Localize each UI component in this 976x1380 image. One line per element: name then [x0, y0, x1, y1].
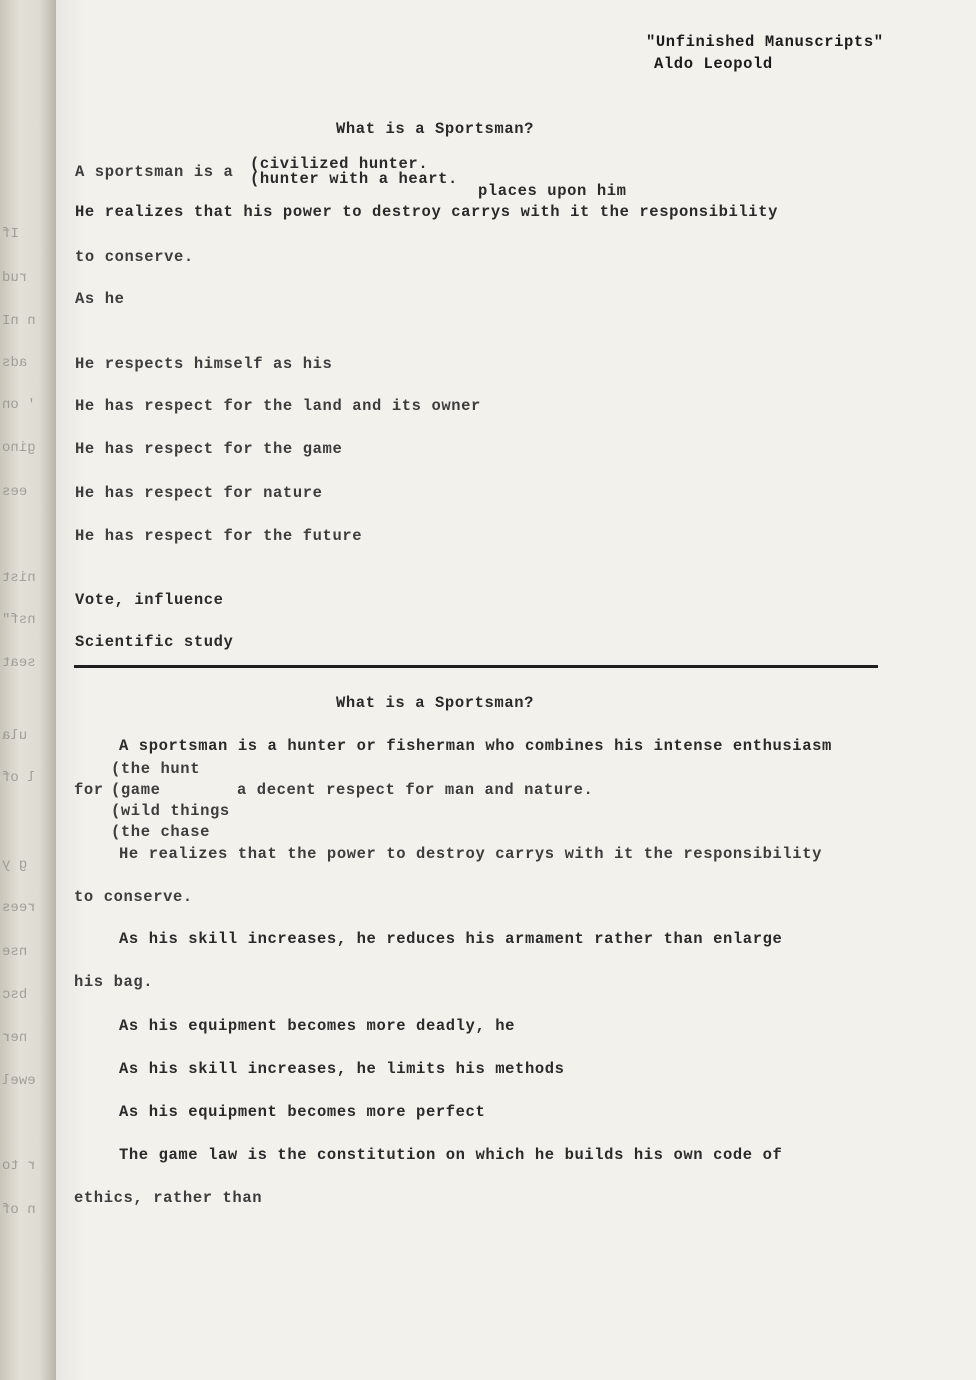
gutter-fragment: rees: [2, 900, 36, 916]
draft2-line: ethics, rather than: [74, 1189, 263, 1207]
gutter-fragment: If: [2, 226, 19, 242]
draft1-opening: A sportsman is a: [75, 163, 234, 181]
draft2-option-4: (the chase: [111, 823, 211, 841]
gutter-fragment: n nI: [2, 313, 36, 329]
gutter-fragment: nist: [2, 570, 36, 586]
book-binding-gutter: [0, 0, 56, 1380]
draft1-line: to conserve.: [75, 248, 194, 266]
draft1-line: He respects himself as his: [75, 355, 333, 373]
draft2-line1: A sportsman is a hunter or fisherman who combines his intense enthusiasm: [119, 737, 832, 755]
draft1-line: Vote, influence: [75, 591, 224, 609]
gutter-fragment: r to: [2, 1158, 36, 1174]
draft1-line: He has respect for the land and its owner: [75, 397, 481, 415]
draft1-line: As he: [75, 290, 125, 308]
gutter-fragment: nse: [2, 944, 28, 960]
draft2-line2: a decent respect for man and nature.: [237, 781, 594, 799]
draft2-option-3: (wild things: [111, 802, 230, 820]
gutter-fragment: seat: [2, 655, 36, 671]
draft2-line: to conserve.: [74, 888, 193, 906]
gutter-fragment: gino: [2, 440, 36, 456]
gutter-fragment: g y: [2, 857, 28, 873]
draft1-line: He has respect for the game: [75, 440, 343, 458]
draft1-line: He has respect for the future: [75, 527, 363, 545]
draft2-option-1: (the hunt: [111, 760, 201, 778]
draft2-line: The game law is the constitution on which he builds his own code of: [119, 1146, 783, 1164]
draft1-line: He realizes that his power to destroy carrys with it the responsibility: [75, 203, 779, 221]
draft1-line: He has respect for nature: [75, 484, 323, 502]
draft2-line: his bag.: [74, 973, 154, 991]
draft2-line: As his skill increases, he reduces his armament rather than enlarge: [119, 930, 783, 948]
gutter-fragment: ewel: [2, 1073, 36, 1089]
gutter-fragment: n of: [2, 1202, 36, 1218]
gutter-fragment: ees: [2, 484, 28, 500]
draft1-title: What is a Sportsman?: [336, 120, 535, 138]
draft1-line: Scientific study: [75, 633, 234, 651]
gutter-fragment: l of: [2, 770, 36, 786]
collection-label: "Unfinished Manuscripts": [646, 33, 884, 51]
gutter-fragment: ner: [2, 1030, 28, 1046]
gutter-fragment: ads: [2, 355, 28, 371]
draft1-option-2: (hunter with a heart.: [250, 170, 458, 188]
draft2-for-word: for: [74, 781, 104, 799]
author-name: Aldo Leopold: [654, 55, 773, 73]
gutter-fragment: nsf": [2, 612, 36, 628]
draft2-title: What is a Sportsman?: [336, 694, 535, 712]
draft1-insertion: places upon him: [478, 182, 627, 200]
section-divider-rule: [74, 665, 878, 668]
draft2-line: As his equipment becomes more deadly, he: [119, 1017, 516, 1035]
gutter-fragment: ula: [2, 728, 28, 744]
draft2-option-2: (game: [111, 781, 161, 799]
gutter-fragment: rud: [2, 270, 28, 286]
gutter-fragment: ' on: [2, 397, 36, 413]
draft2-line: He realizes that the power to destroy carrys with it the responsibility: [119, 845, 823, 863]
draft1-option-1: (civilized hunter.: [250, 155, 429, 173]
draft2-line: As his equipment becomes more perfect: [119, 1103, 486, 1121]
gutter-fragment: bsc: [2, 987, 28, 1003]
draft2-line: As his skill increases, he limits his methods: [119, 1060, 565, 1078]
